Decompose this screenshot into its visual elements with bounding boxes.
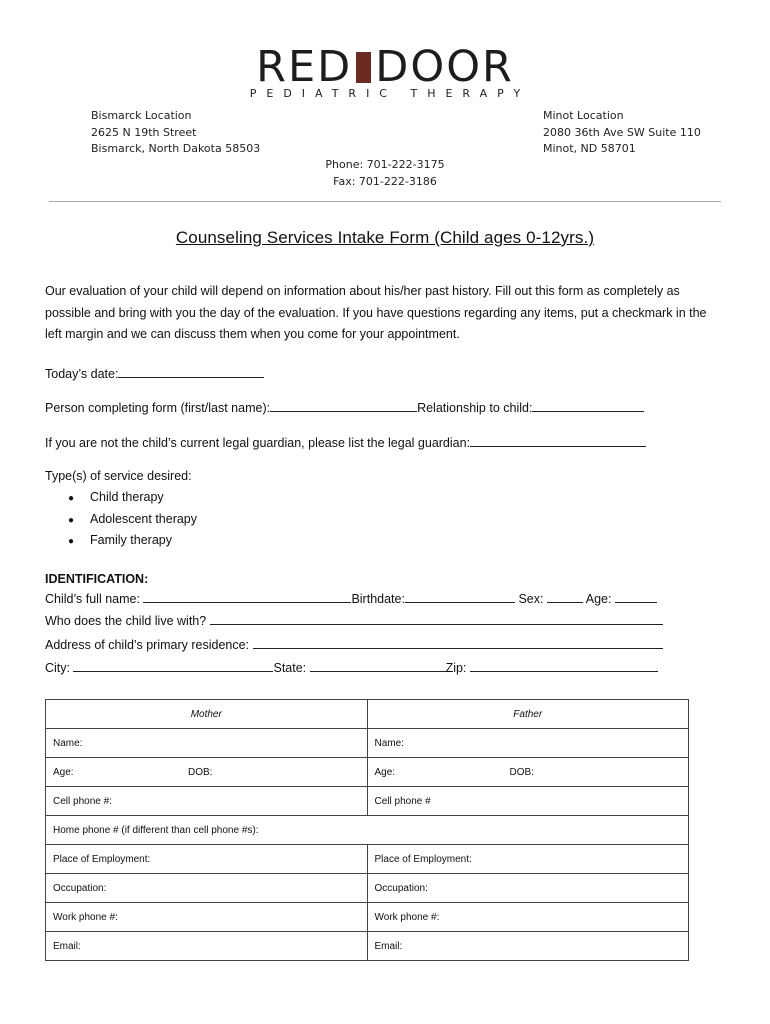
age-field[interactable] [615, 590, 657, 603]
address-label: Address of child’s primary residence: [45, 638, 250, 652]
table-row [46, 845, 689, 874]
form-title: Counseling Services Intake Form (Child ages 0-12yrs.) [175, 228, 595, 247]
bismarck-line: Bismarck Location [91, 109, 192, 122]
minot-line: Minot, ND 58701 [543, 142, 636, 155]
service-option-label: Child therapy [90, 490, 164, 504]
table-row [46, 816, 689, 845]
relationship-label: Relationship to child: [417, 401, 533, 415]
service-option[interactable] [68, 533, 172, 547]
minot-line: Minot Location [543, 109, 624, 122]
child-name-row [45, 590, 657, 606]
sex-label: Sex: [518, 592, 544, 606]
live-with-field[interactable] [210, 612, 663, 625]
birthdate-field[interactable] [405, 590, 515, 603]
fax: Fax: 701-222-3186 [333, 174, 437, 188]
address-field[interactable] [253, 636, 663, 649]
guardian-label: If you are not the child’s current legal guardian, please list the legal guardian: [45, 436, 471, 450]
mother-age-dob-cell[interactable] [46, 758, 368, 787]
mother-cell-phone-label: Cell phone #: [53, 795, 112, 807]
table-row [46, 874, 689, 903]
father-email-cell[interactable] [367, 932, 689, 961]
service-types-label: Type(s) of service desired: [45, 469, 192, 483]
identification-heading: IDENTIFICATION: [45, 572, 149, 586]
mother-occupation-cell[interactable] [46, 874, 368, 903]
father-name-cell[interactable] [367, 729, 689, 758]
contact-info [0, 157, 770, 190]
guardian-row [45, 434, 646, 450]
table-row [46, 787, 689, 816]
mother-name-cell[interactable] [46, 729, 368, 758]
live-with-row [45, 612, 663, 628]
mother-age-label: Age: [53, 766, 74, 778]
father-cell-phone-cell[interactable] [367, 787, 689, 816]
father-age-dob-cell[interactable] [367, 758, 689, 787]
table-header-row [46, 700, 689, 729]
father-header: Father [367, 700, 689, 729]
logo-text-right: DOOR [375, 42, 514, 92]
age-label: Age: [585, 592, 612, 606]
table-row [46, 903, 689, 932]
parents-table [45, 699, 689, 961]
bismarck-line: Bismarck, North Dakota 58503 [91, 142, 261, 155]
mother-email-label: Email: [53, 940, 81, 952]
bismarck-line: 2625 N 19th Street [91, 125, 197, 139]
logo-text-left: RED [256, 42, 353, 92]
divider [49, 201, 721, 202]
door-icon [356, 52, 371, 83]
father-email-label: Email: [374, 940, 403, 952]
mother-employment-cell[interactable] [46, 845, 368, 874]
father-age-label: Age: [374, 766, 396, 778]
mother-dob-label: DOB: [188, 766, 213, 778]
address-row [45, 636, 663, 652]
zip-label: Zip: [445, 661, 467, 675]
minot-line: 2080 36th Ave SW Suite 110 [543, 125, 701, 139]
home-phone-cell[interactable] [46, 816, 689, 845]
minot-address [543, 108, 701, 158]
father-occupation-label: Occupation: [374, 882, 428, 894]
service-option-label: Adolescent therapy [90, 512, 198, 526]
sex-field[interactable] [547, 590, 583, 603]
child-name-field[interactable] [143, 590, 351, 603]
table-row [46, 729, 689, 758]
bullet-icon: ● [68, 515, 75, 526]
city-label: City: [45, 661, 70, 675]
mother-occupation-label: Occupation: [53, 882, 107, 894]
table-row [46, 758, 689, 787]
bullet-icon: ● [68, 493, 75, 504]
guardian-field[interactable] [470, 434, 646, 447]
zip-field[interactable] [470, 659, 658, 672]
person-completing-row [45, 399, 644, 415]
father-name-label: Name: [374, 737, 404, 749]
state-field[interactable] [310, 659, 446, 672]
father-cell-phone-label: Cell phone # [374, 795, 431, 807]
mother-email-cell[interactable] [46, 932, 368, 961]
mother-cell-phone-cell[interactable] [46, 787, 368, 816]
intro-paragraph: Our evaluation of your child will depend on information about his/her past history. Fill out this form as completely as possible and bring with you the day of the evaluation. If you have questions regarding any items, put a checkmark in the left margin and we can discuss them when you come for your appointment. [45, 284, 707, 341]
bullet-icon: ● [68, 536, 75, 547]
birthdate-label: Birthdate: [351, 592, 405, 606]
person-completing-label: Person completing form (first/last name): [45, 401, 271, 415]
father-employment-cell[interactable] [367, 845, 689, 874]
father-occupation-cell[interactable] [367, 874, 689, 903]
logo [0, 44, 770, 100]
todays-date-row [45, 365, 264, 381]
father-work-phone-label: Work phone #: [374, 911, 440, 923]
phone: Phone: 701-222-3175 [325, 158, 445, 171]
relationship-field[interactable] [532, 399, 644, 412]
todays-date-label: Today’s date: [45, 367, 119, 381]
service-option[interactable] [68, 490, 164, 504]
mother-work-phone-label: Work phone #: [53, 911, 118, 923]
father-work-phone-cell[interactable] [367, 903, 689, 932]
city-row [45, 659, 658, 675]
person-completing-field[interactable] [270, 399, 417, 412]
father-dob-label: DOB: [509, 766, 534, 778]
city-field[interactable] [73, 659, 273, 672]
father-employment-label: Place of Employment: [374, 853, 472, 865]
state-label: State: [273, 661, 307, 675]
child-name-label: Child’s full name: [45, 592, 140, 606]
table-row [46, 932, 689, 961]
home-phone-label: Home phone # (if different than cell phone #s): [53, 824, 259, 836]
logo-wordmark [256, 44, 514, 90]
service-option-label: Family therapy [90, 533, 172, 547]
mother-work-phone-cell[interactable] [46, 903, 368, 932]
bismarck-address [91, 108, 260, 158]
mother-header: Mother [46, 700, 368, 729]
todays-date-field[interactable] [118, 365, 264, 378]
mother-name-label: Name: [53, 737, 83, 749]
live-with-label: Who does the child live with? [45, 614, 207, 628]
service-option[interactable] [68, 512, 197, 526]
mother-employment-label: Place of Employment: [53, 853, 151, 865]
logo-subtitle: PEDIATRIC THERAPY [249, 87, 531, 100]
